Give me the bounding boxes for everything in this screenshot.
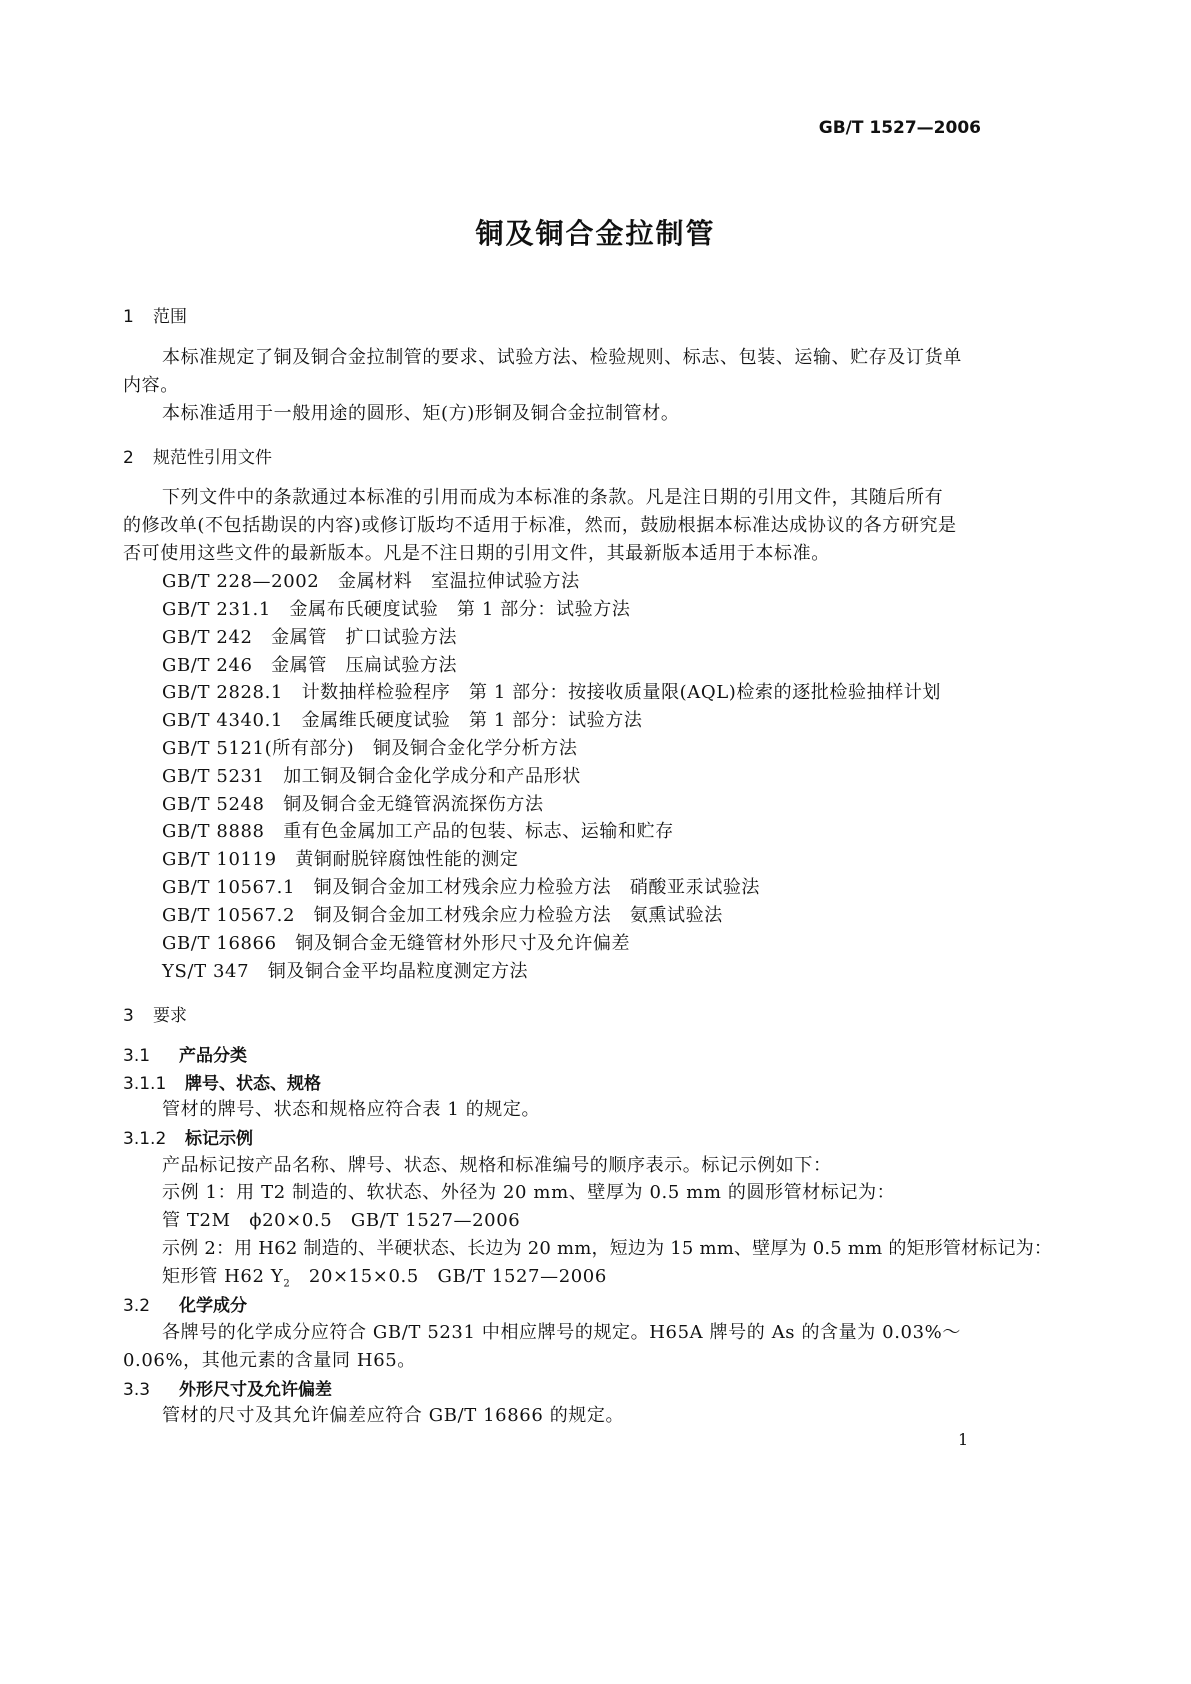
reference-item: GB/T 4340.1 金属维氏硬度试验 第 1 部分：试验方法 (162, 710, 643, 731)
subsection-heading-3-1-2: 3.1.2 标记示例 (123, 1129, 253, 1149)
subsection-heading-3-2: 3.2 化学成分 (123, 1296, 247, 1316)
reference-item: GB/T 10119 黄铜耐脱锌腐蚀性能的测定 (162, 849, 519, 870)
example-2: 示例 2：用 H62 制造的、半硬状态、长边为 20 mm，短边为 15 mm、壁厚为 0.5 mm 的矩形管材标记为： (162, 1238, 1053, 1259)
paragraph: 否可使用这些文件的最新版本。凡是不注日期的引用文件，其最新版本适用于本标准。 (123, 543, 830, 564)
paragraph: 本标准规定了铜及铜合金拉制管的要求、试验方法、检验规则、标志、包装、运输、贮存及订货单 (162, 347, 962, 368)
example-1: 示例 1：用 T2 制造的、软状态、外径为 20 mm、壁厚为 0.5 mm 的圆形管材标记为： (162, 1182, 896, 1203)
example-1-marking: 管 T2M ϕ20×0.5 GB/T 1527—2006 (162, 1210, 521, 1231)
subsection-heading-3-3: 3.3 外形尺寸及允许偏差 (123, 1380, 332, 1400)
section-heading-3: 3 要求 (123, 1006, 187, 1026)
reference-item: GB/T 231.1 金属布氏硬度试验 第 1 部分：试验方法 (162, 599, 631, 620)
section-heading-2: 2 规范性引用文件 (123, 448, 272, 468)
reference-item: GB/T 5121(所有部分) 铜及铜合金化学分析方法 (162, 738, 578, 759)
reference-item: YS/T 347 铜及铜合金平均晶粒度测定方法 (162, 961, 529, 982)
paragraph: 产品标记按产品名称、牌号、状态、规格和标准编号的顺序表示。标记示例如下： (162, 1155, 832, 1176)
paragraph: 0.06%，其他元素的含量同 H65。 (123, 1350, 416, 1371)
document-number: GB/T 1527—2006 (818, 118, 981, 138)
subsection-heading-3-1: 3.1 产品分类 (123, 1046, 247, 1066)
reference-item: GB/T 10567.1 铜及铜合金加工材残余应力检验方法 硝酸亚汞试验法 (162, 877, 761, 898)
paragraph: 各牌号的化学成分应符合 GB/T 5231 中相应牌号的规定。H65A 牌号的 As 的含量为 0.03%～ (162, 1322, 961, 1343)
paragraph: 管材的尺寸及其允许偏差应符合 GB/T 16866 的规定。 (162, 1405, 625, 1426)
reference-item: GB/T 2828.1 计数抽样检验程序 第 1 部分：按接收质量限(AQL)检索的逐批检验抽样计划 (162, 682, 942, 703)
page-number: 1 (958, 1430, 969, 1449)
paragraph: 管材的牌号、状态和规格应符合表 1 的规定。 (162, 1099, 541, 1120)
reference-item: GB/T 10567.2 铜及铜合金加工材残余应力检验方法 氨熏试验法 (162, 905, 723, 926)
reference-item: GB/T 5231 加工铜及铜合金化学成分和产品形状 (162, 766, 581, 787)
reference-item: GB/T 16866 铜及铜合金无缝管材外形尺寸及允许偏差 (162, 933, 631, 954)
reference-item: GB/T 246 金属管 压扁试验方法 (162, 655, 458, 676)
reference-item: GB/T 228—2002 金属材料 室温拉伸试验方法 (162, 571, 580, 592)
subsection-heading-3-1-1: 3.1.1 牌号、状态、规格 (123, 1074, 321, 1094)
paragraph: 内容。 (123, 375, 179, 396)
reference-item: GB/T 5248 铜及铜合金无缝管涡流探伤方法 (162, 794, 544, 815)
paragraph: 的修改单(不包括勘误的内容)或修订版均不适用于标准，然而，鼓励根据本标准达成协议的各方研究是 (123, 515, 957, 536)
reference-item: GB/T 242 金属管 扩口试验方法 (162, 627, 458, 648)
paragraph: 下列文件中的条款通过本标准的引用而成为本标准的条款。凡是注日期的引用文件，其随后所有 (162, 487, 944, 508)
example-2-marking: 矩形管 H62 $Y_2$ 20×15×0.5 GB/T 1527—2006 (162, 1266, 607, 1290)
reference-item: GB/T 8888 重有色金属加工产品的包装、标志、运输和贮存 (162, 821, 674, 842)
section-heading-1: 1 范围 (123, 307, 187, 327)
page-title: 铜及铜合金拉制管 (475, 217, 716, 250)
paragraph: 本标准适用于一般用途的圆形、矩(方)形铜及铜合金拉制管材。 (162, 403, 680, 424)
